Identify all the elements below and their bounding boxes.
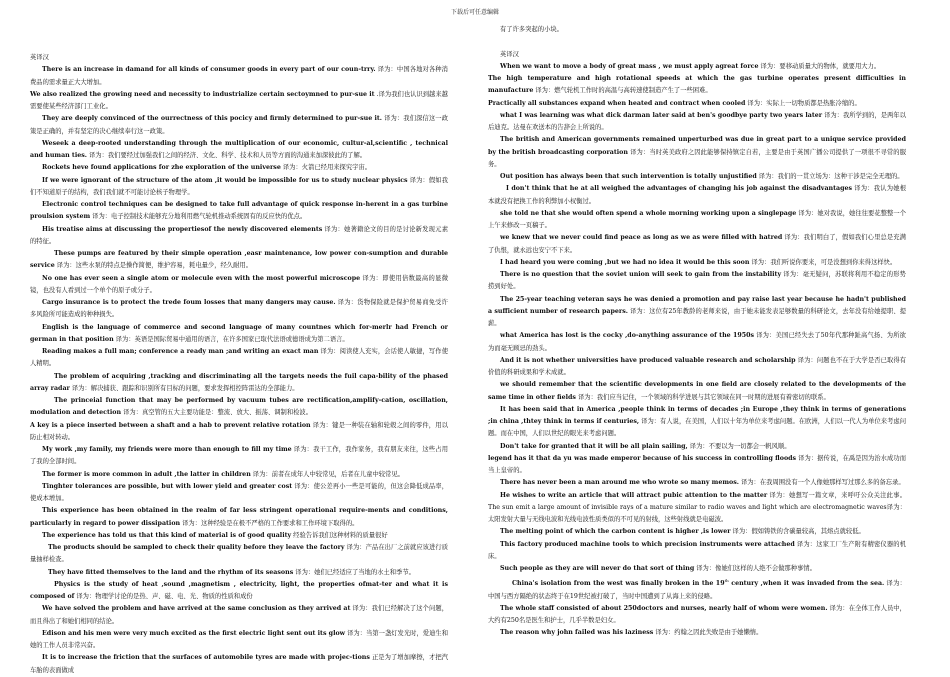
english-sentence: The reason why john failed was his laziness: [500, 629, 654, 637]
sentence-entry: [30, 603, 448, 628]
sentence-entry: [30, 371, 448, 396]
sentence-entry: [30, 297, 448, 322]
chinese-translation: 译为：美国已经失去了50年代那种趾高气扬、为所欲为而毫无顾忌的劲头。: [488, 332, 906, 352]
chinese-translation: 译为：要移动质量大的物体，就要用大力。: [760, 62, 881, 70]
sentence-entry: [30, 113, 448, 138]
english-sentence: We also realized the growing need and necessity to industrialize certain sectoymned to pur-sue it: [30, 90, 375, 98]
english-sentence: My work ,my family, my friends were more than enough to fill my time: [42, 446, 292, 453]
english-sentence: The whole staff consisted of about 250doctors and nurses, nearly half of whom were women.: [500, 604, 828, 612]
sentence-entry: [30, 64, 448, 89]
sentence-entry: [488, 183, 906, 208]
sentence-entry: [488, 208, 906, 233]
english-sentence: English is the language of commerce and second language of many countnes which for-merlr had French or german in that position: [30, 323, 448, 343]
english-sentence: Tinghter tolerances are possible, but with lower yield and greater cost: [42, 482, 293, 490]
chinese-translation: 译为：我们的一贯立场为：这种干涉是完全无理的。: [758, 173, 904, 180]
english-sentence: The problem of acquiring ,tracking and discriminating all the targets needs the fuil capa-bility of the phased array radar: [30, 372, 448, 392]
sentence-entry: [30, 395, 448, 420]
chinese-translation: 译为：假如铸铁的含碳量较高，其熔点就较低。: [732, 528, 865, 536]
sentence-entry: [488, 330, 906, 355]
sentence-entry: [30, 322, 448, 347]
chinese-translation: 译为：火箭已经用来探究宇宙。: [282, 164, 372, 172]
sentence-entry: [488, 477, 906, 489]
sentence-entry: [30, 248, 448, 273]
sentence-entry: [30, 175, 448, 200]
english-sentence: They are deeply convinced of the ourrectness of this pocicy and firmly determined to pur-sue it.: [42, 115, 382, 123]
chinese-translation: 译为：她们已经适应了当地的水土和季节。: [295, 568, 415, 576]
sentence-entry: [30, 89, 448, 114]
sentence-entry: [488, 404, 906, 441]
sentence-entry: [30, 420, 448, 445]
english-sentence: No one has ever seen a single atom or molecule even with the most powerful microscope: [42, 274, 361, 282]
sentence-entry: [30, 567, 448, 579]
chinese-translation: .译为我们也认识到越来越需要使某些经济部门工业化。: [30, 90, 448, 110]
english-sentence: And it is not whether universities have produced valuable research and scholarship: [500, 356, 796, 364]
sentence-entry: [488, 526, 906, 538]
chinese-translation: 译为：物理学讨论的是热、声、磁、电、光、物质的性质和成份: [76, 593, 253, 600]
chinese-translation: 译为：真空管的五大主要功能是：整流、放大、振荡、调制和检波。: [123, 409, 312, 417]
chinese-translation: 译为：不要以为一切都会一帆风顺。: [689, 442, 791, 450]
blank-line: [488, 36, 906, 48]
sentence-entry: [30, 469, 448, 481]
chinese-translation: 译为：这种经验是在极不严格的工作要求和工作环境下取得的。: [182, 519, 359, 527]
sentence-entry: [30, 273, 448, 298]
sentence-entry: [30, 530, 448, 542]
sentence-entry: [30, 162, 448, 174]
sentence-entry: [488, 563, 906, 575]
chinese-translation: 译为：当时英美政府之因此能够保持镇定自若，主要是由于英国广播公司提供了一项很不寻常的服务。: [488, 148, 906, 168]
sentence-entry: [30, 542, 448, 567]
sentence-entry: [488, 490, 906, 527]
english-sentence: legend has it that da yu was made emperor because of his success in controlling floods: [488, 454, 797, 462]
english-sentence: The princeial function that may be performed by vacuum tubes are rectification,amplify-cation, oscillation, modulation and detection: [30, 397, 448, 417]
english-sentence: If we were ignorant of the structure of the atom ,it would be impossible for us to study nuclear physics: [42, 176, 408, 184]
english-sentence: Reading makes a full man; conference a ready man ;and writing an exact man: [42, 348, 319, 355]
chinese-translation: 译为：英语是国际贸易中通用的语言，在许多国家已取代法语或德语成为第二语言。: [115, 335, 349, 343]
english-sentence: It has been said that in America ,people think in terms of decades ;in Europe ,they think in terms of generations ;in china ,thtey think in terms if centuries,: [488, 405, 906, 425]
superscript: th: [724, 578, 729, 584]
chinese-translation: 译为：货物保险就是保护贸易商免受许多风险所可能造成的种种损失。: [30, 299, 448, 319]
english-sentence: Weseek a deep-rooted understanding through the multiplication of our economic, cultur-al,scientific , technical and human ties.: [30, 139, 448, 159]
chinese-translation: 译为：燃气轮机工作时的高温与高转速使制造产生了一些困难。: [535, 87, 712, 95]
sentence-entry: [30, 481, 448, 506]
sentence-entry: [488, 110, 906, 135]
english-sentence: Out position has always been that such intervention is totally unjustified: [500, 173, 757, 180]
english-sentence: There has never been a man around me who wrote so many memos.: [500, 479, 739, 487]
sentence-entry: [488, 257, 906, 269]
sentence-entry: [488, 294, 906, 331]
sentence-entry: [30, 628, 448, 653]
english-sentence: The 25-year teaching veteran says he was denied a promotion and pay raise last year because he hadn't published a sufficient number of research papers.: [488, 295, 906, 315]
chinese-translation: 译为：我干工作，我作家务，我有朋友来往，这些占用了我的全部时间。: [30, 446, 448, 466]
chinese-translation: 译为：据传说，在禹是因为治水成功而当上皇帝的。: [488, 454, 906, 474]
continuation-text: 有了许多突起的小块。: [500, 26, 563, 33]
sentence-entry: [488, 61, 906, 73]
chinese-translation: 译为：像她们这样的人绝不会做那种事情。: [696, 565, 816, 572]
english-sentence: China's isolation from the west was finally broken in the 19: [512, 580, 725, 588]
right-column: [488, 24, 906, 640]
chinese-translation: 译为：我们应当记住，一个领域的科学进展与其它领域在同一时期的进展有着密切的联系。: [577, 393, 830, 401]
chinese-translation: 译为：产品在出厂之前就应该进行质量抽样检查。: [30, 544, 448, 564]
english-sentence: We have solved the problem and have arrived at the same conclusion as they arrived at: [42, 605, 351, 613]
sentence-entry: [30, 199, 448, 224]
english-sentence: Cargo insurance is to protect the trede foum losses that many dangers may cause.: [42, 299, 336, 306]
sentence-entry: [30, 138, 448, 163]
sentence-entry: [488, 269, 906, 294]
sentence-entry: [488, 232, 906, 257]
english-sentence: we knew that we never could find peace as long as we as were filled with hatred: [500, 234, 783, 242]
english-sentence: These pumps are featured by their simple operation ,easr maintenance, low power con-sumption and durable service: [30, 250, 448, 270]
chinese-translation: 正是为了增加摩擦，才把汽车胎的表面做成: [30, 654, 448, 674]
chinese-translation: 译为：阅读使人充实，会话使人敏捷，写作使人精明。: [30, 348, 448, 368]
english-sentence: This experience has been obtained in the realm of far less stringent operational require-ments and conditions, particularly in regard to power dissipation: [30, 507, 448, 527]
sentence-entry: [488, 379, 906, 404]
english-sentence: His treatise aims at discussing the propertiesof the newly discovered elements: [42, 225, 323, 233]
sentence-entry: [488, 171, 906, 183]
english-sentence: I had heard you were coming ,but we had no idea it would be this soon: [500, 258, 750, 266]
sentence-entry: [488, 539, 906, 564]
english-sentence: The products should be sampled to check their quality before they leave the factory: [48, 544, 345, 551]
chinese-translation: 译为：解决捕获、跟踪和识别所有目标的问题，要求发挥相控阵雷达的全部能力。: [71, 384, 299, 392]
sentence-entry: [488, 441, 906, 453]
chinese-translation-2: 译为：太阳发射大量与无线电波和光线电波性质类似的不可见的射线，这些射线就是电磁波。: [488, 503, 906, 523]
english-sentence: He wishes to write an article that will attract pubic attention to the matter: [500, 491, 768, 499]
english-sentence: There is no question that the soviet union will seek to gain from the instability: [500, 271, 782, 278]
chinese-translation: 译为：中国与西方隔绝的状态终于在19世纪被打破了，当时中国遭到了从海上来的侵略。: [488, 580, 906, 600]
chinese-translation: 译为：即使用倍数最高的显微镜，也没有人看到过一个单个的原子或分子。: [30, 274, 448, 294]
chinese-translation: 译为：这位有25年教龄的老师来说，由于她未能发表足够数量的科研论文，去年没有给她提职、提薪。: [488, 307, 907, 327]
chinese-translation: 译为：她对我说，她往往要花整整一个上午来修改一页稿子。: [488, 209, 907, 229]
chinese-translation: 译为：她著籍论文的目的是讨论新发现元素的特征。: [30, 225, 448, 245]
english-sentence: I don't think that he at all weighed the advantages of changing his job against the disadvantages: [506, 185, 853, 193]
sentence-entry: [488, 73, 906, 98]
chinese-translation: 译为：使公差再小一些是可能的，但这会降低成品率，使成本增加。: [30, 482, 449, 502]
english-sentence: Edison and his men were very much excited as the first electric light sent out its glow: [42, 629, 346, 637]
english-sentence: what I was learning was what dick darman later said at ben's goodbye party two years later: [500, 111, 823, 119]
sentence-entry: [488, 98, 906, 110]
section-title: 英译汉: [30, 54, 49, 61]
sentence-entry: [30, 505, 448, 530]
english-sentence: what America has lost is the cocky ,do-anything assurance of the 1950s: [500, 332, 755, 340]
chinese-translation: 译为：这家工厂生产附有精密仪器的机床。: [488, 540, 906, 560]
english-sentence: Don't take for granted that it will be all plain sailing,: [500, 442, 688, 450]
chinese-translation: 译为：有人说，在美国，人们以十年为单位来考虑问题。在欧洲，人们以一代人为单位来考虑问题。而在中国，人们以世纪的眼光来考虑问题。: [488, 418, 907, 438]
english-sentence: she told ne that she would often spend a whole morning working upon a singlepage: [500, 209, 797, 217]
english-sentence: Practically all substances expand when heated and contract when cooled: [488, 99, 746, 107]
chinese-translation: 译为：电子控制技术能够充分地利用燃气轮机推动系统固有的反应快的优点。: [92, 213, 307, 221]
sentence-entry: [30, 444, 448, 469]
page-header: 下载后可任意编辑: [450, 9, 499, 16]
english-sentence: It is to increase the friction that the surfaces of automobile tyres are made with projec-tions: [42, 654, 370, 662]
sentence-entry: [30, 224, 448, 249]
sentence-entry: [488, 603, 906, 628]
english-sentence: Such people as they are will never do that sort of thing: [500, 565, 695, 572]
english-sentence: The high temperature and high rotational speeds at which the gas turbine operates present difficulties in manufacture: [488, 75, 906, 95]
chinese-translation: 经验告诉我们这种材料的质量很好: [293, 531, 388, 539]
english-sentence: When we want to move a body of great mass , we must apply agreat force: [500, 62, 759, 70]
sentence-entry: [30, 579, 448, 604]
chinese-translation: 译为：我所学到的，是两年以后迪克。达曼在欢送本的告辞会上所说的。: [488, 111, 906, 131]
chinese-translation: 译为：她想写一篇文章，来呼吁公众关注此事。The sun emit a large amount of invisible rays of a mature similar to radio waves and light which are electromagnetic waves: [488, 491, 906, 511]
english-sentence: Physics is the study of heat ,sound ,magnetism , electricity, light, the properties ofmat-ter and what it is composed of: [30, 580, 448, 600]
chinese-translation: 译为：这些水泵的特点是操作简便，维护容易，耗电量少，经久耐用。: [56, 262, 252, 270]
english-sentence: This factory produced machine tools to which precision instruments were attached: [500, 540, 795, 548]
english-sentence: There is an increase in damand for all kinds of consumer goods in every part of our coun-trry.: [42, 66, 376, 74]
chinese-translation: 译为：毫无疑问，苏联将利用不稳定的形势捞到好处。: [488, 271, 906, 291]
chinese-translation: 译为：在我周围没有一个人像她那样写过那么多的备忘录。: [740, 479, 905, 487]
chinese-translation: 译为：问题也不在于大学是否已取得有价值的科研成果和学术成就。: [488, 356, 907, 376]
section-title: 英译汉: [500, 50, 519, 58]
chinese-translation: 译为：在全体工作人员中，大约有250名是医生和护士，几乎半数是妇女。: [488, 604, 906, 625]
chinese-translation: 译为：我们深信这一政策是正确的，并有坚定的决心继续奉行这一政策。: [30, 115, 448, 135]
english-sentence: Rockets heve found applications for zhe exploration of the universe: [42, 164, 281, 172]
english-sentence: The former is more common in adult ,the latter in children: [42, 470, 251, 478]
chinese-translation: 译为：假如我们不知道原子的结构，我们我们就不可能讨论核子物理学。: [30, 176, 448, 196]
chinese-translation: 译为：约翰之因此失败是由于她懒惰。: [655, 629, 763, 637]
chinese-translation: 译为：实际上一切物质都是热胀冷缩的。: [747, 99, 861, 107]
sentence-entry: [30, 346, 448, 371]
sentence-entry: [488, 134, 906, 171]
chinese-translation: 译为：我们要经过加强我们之间的经济、文化、科学、技术和人员等方面的沟通来加深彼此的了解。: [88, 152, 367, 159]
english-sentence: They have fitted themselves to the land and the rhythm of its seasons: [48, 568, 294, 576]
left-column: [30, 52, 448, 677]
chinese-translation: 译为：我认为她根本就没有把换工作的利弊加小权衡过。: [488, 185, 906, 205]
english-sentence: The experience has told us that this kind of material is of good quality: [42, 531, 292, 539]
english-sentence: The melting point of which the carbon content is higher ,is lower: [500, 528, 731, 536]
chinese-translation: 译为：当第一盏灯发光时，爱迪生和她的工作人员非常兴奋。: [30, 629, 448, 649]
english-sentence: we should remember that the scientific developments in one field are closely related to the developments of the same time in other fields: [488, 381, 906, 401]
english-sentence: Electronic control techniques can be designed to take full advantage of quick response in-herent in a gas turbine proulsion system: [30, 201, 448, 221]
chinese-translation: 译为：我们明白了，假如我们心里总是充满了仇恨，就永远也安宁不下来。: [488, 234, 906, 254]
sentence-entry: [488, 575, 906, 603]
chinese-translation: 译为：中国各地对各种消费品的需求量正大大增加。: [30, 66, 448, 86]
english-sentence: A key is a piece inserted between a shaft and a hab to prevent relative rotation: [30, 421, 311, 429]
chinese-translation: 译为：前者在成年人中较常见，后者在儿童中较常见。: [252, 470, 404, 478]
english-sentence: The british and American governments remained unperturbed was due in great part to a unique service provided by the british broadcasting corporation: [488, 136, 906, 156]
sentence-entry: [488, 355, 906, 380]
sentence-entry: [30, 652, 448, 677]
sentence-entry: [488, 627, 906, 639]
sentence-entry: [488, 453, 906, 478]
chinese-translation: 译为：我们听说你要来，可是没想到你来得这样快。: [751, 258, 897, 266]
chinese-translation: 译为：我们已经解决了这个问题，而且得出了和她们相同的结论。: [30, 605, 448, 625]
chinese-translation: 译为：键是一种装在轴和轮毂之间的零件，用以防止相对转动。: [30, 421, 448, 441]
english-sentence-cont: century ,when it was invaded from the sea.: [728, 580, 885, 588]
